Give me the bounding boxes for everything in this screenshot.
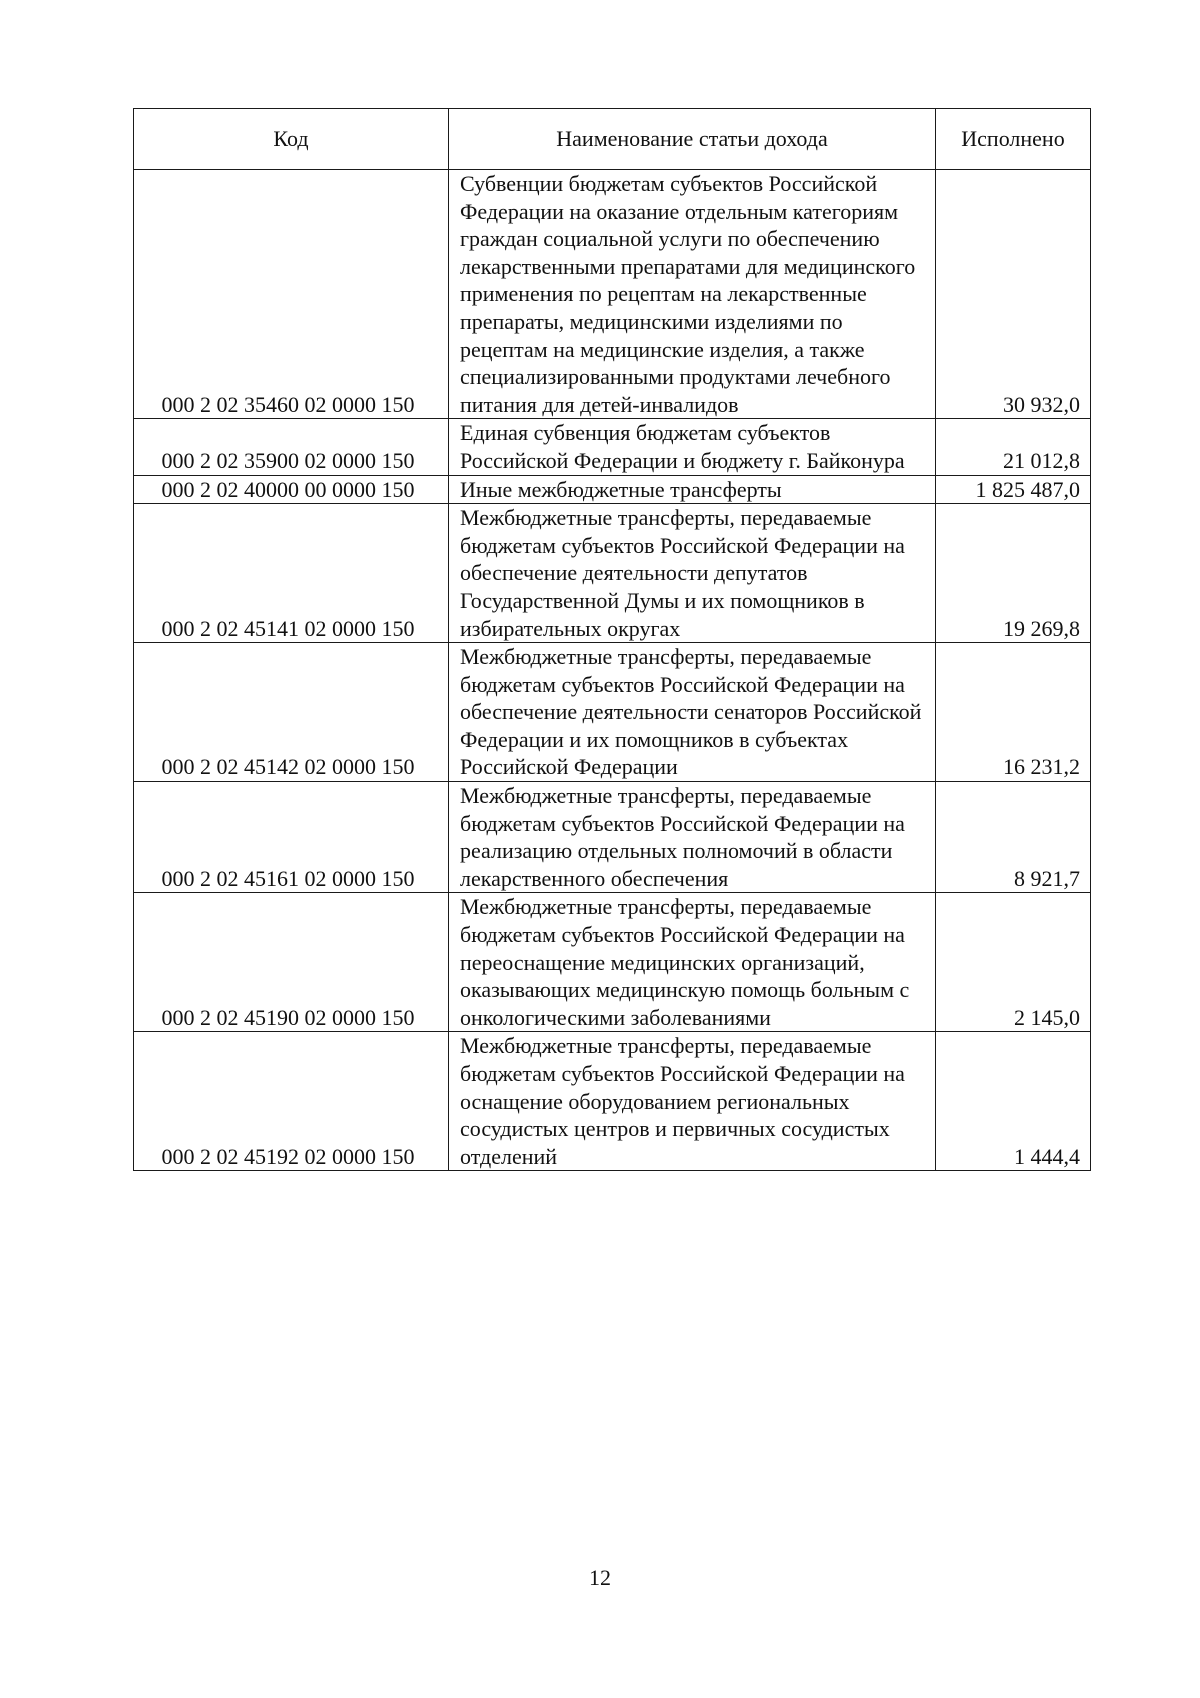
row-code: 000 2 02 45142 02 0000 150 [161, 754, 415, 780]
row-name: Межбюджетные трансферты, передаваемые бюджетам субъектов Российской Федерации на реализацию отдельных полномочий в области лекарственного обеспечения [460, 783, 905, 891]
table-row [134, 1032, 1091, 1171]
row-code: 000 2 02 45190 02 0000 150 [161, 1004, 415, 1030]
row-name: Субвенции бюджетам субъектов Российской Федерации на оказание отдельным категориям граждан социальной услуги по обеспечению лекарственными препаратами для медицинского применения по рецептам на лекарственные препараты, медицинскими изделиями по рецептам на медицинские изделия, а также специализированными продуктами лечебного питания для детей-инвалидов [460, 171, 916, 417]
table-row [134, 419, 1091, 475]
table-row [134, 782, 1091, 893]
row-amount: 1 444,4 [1014, 1143, 1080, 1169]
row-amount: 30 932,0 [1003, 391, 1080, 417]
row-amount: 21 012,8 [1003, 447, 1080, 473]
table-row [134, 170, 1091, 419]
table-header-row [134, 109, 1091, 170]
row-name: Межбюджетные трансферты, передаваемые бюджетам субъектов Российской Федерации на обеспечение деятельности сенаторов Российской Федерации и их помощников в субъектах Российской Федерации [460, 644, 922, 780]
row-amount: 2 145,0 [1014, 1004, 1080, 1030]
row-name: Межбюджетные трансферты, передаваемые бюджетам субъектов Российской Федерации на оснащение оборудованием региональных сосудистых центров и первичных сосудистых отделений [460, 1033, 905, 1169]
header-code: Код [134, 109, 449, 170]
row-name: Межбюджетные трансферты, передаваемые бюджетам субъектов Российской Федерации на обеспечение деятельности депутатов Государственной Думы и их помощников в избирательных округах [460, 505, 905, 641]
row-code: 000 2 02 45141 02 0000 150 [161, 615, 415, 641]
row-code: 000 2 02 45161 02 0000 150 [161, 865, 415, 891]
header-name: Наименование статьи дохода [449, 109, 936, 170]
row-name: Межбюджетные трансферты, передаваемые бюджетам субъектов Российской Федерации на переоснащение медицинских организаций, оказывающих медицинскую помощь больным с онкологическими заболеваниями [460, 894, 910, 1030]
table-row [134, 893, 1091, 1032]
revenue-table [133, 108, 1091, 1171]
row-code: 000 2 02 45192 02 0000 150 [161, 1143, 415, 1169]
table-row [134, 643, 1091, 782]
row-amount: 19 269,8 [1003, 615, 1080, 641]
row-amount: 8 921,7 [1014, 865, 1080, 891]
header-amount: Исполнено [936, 109, 1091, 170]
row-amount: 1 825 487,0 [975, 476, 1080, 502]
row-name: Единая субвенция бюджетам субъектов Российской Федерации и бюджету г. Байконура [460, 420, 905, 473]
page-number: 12 [589, 1565, 611, 1590]
row-code: 000 2 02 40000 00 0000 150 [161, 476, 415, 502]
table-row [134, 504, 1091, 643]
row-amount: 16 231,2 [1003, 754, 1080, 780]
row-name: Иные межбюджетные трансферты [460, 476, 782, 502]
row-code: 000 2 02 35900 02 0000 150 [161, 447, 415, 473]
row-code: 000 2 02 35460 02 0000 150 [161, 391, 415, 417]
table-row [134, 475, 1091, 504]
